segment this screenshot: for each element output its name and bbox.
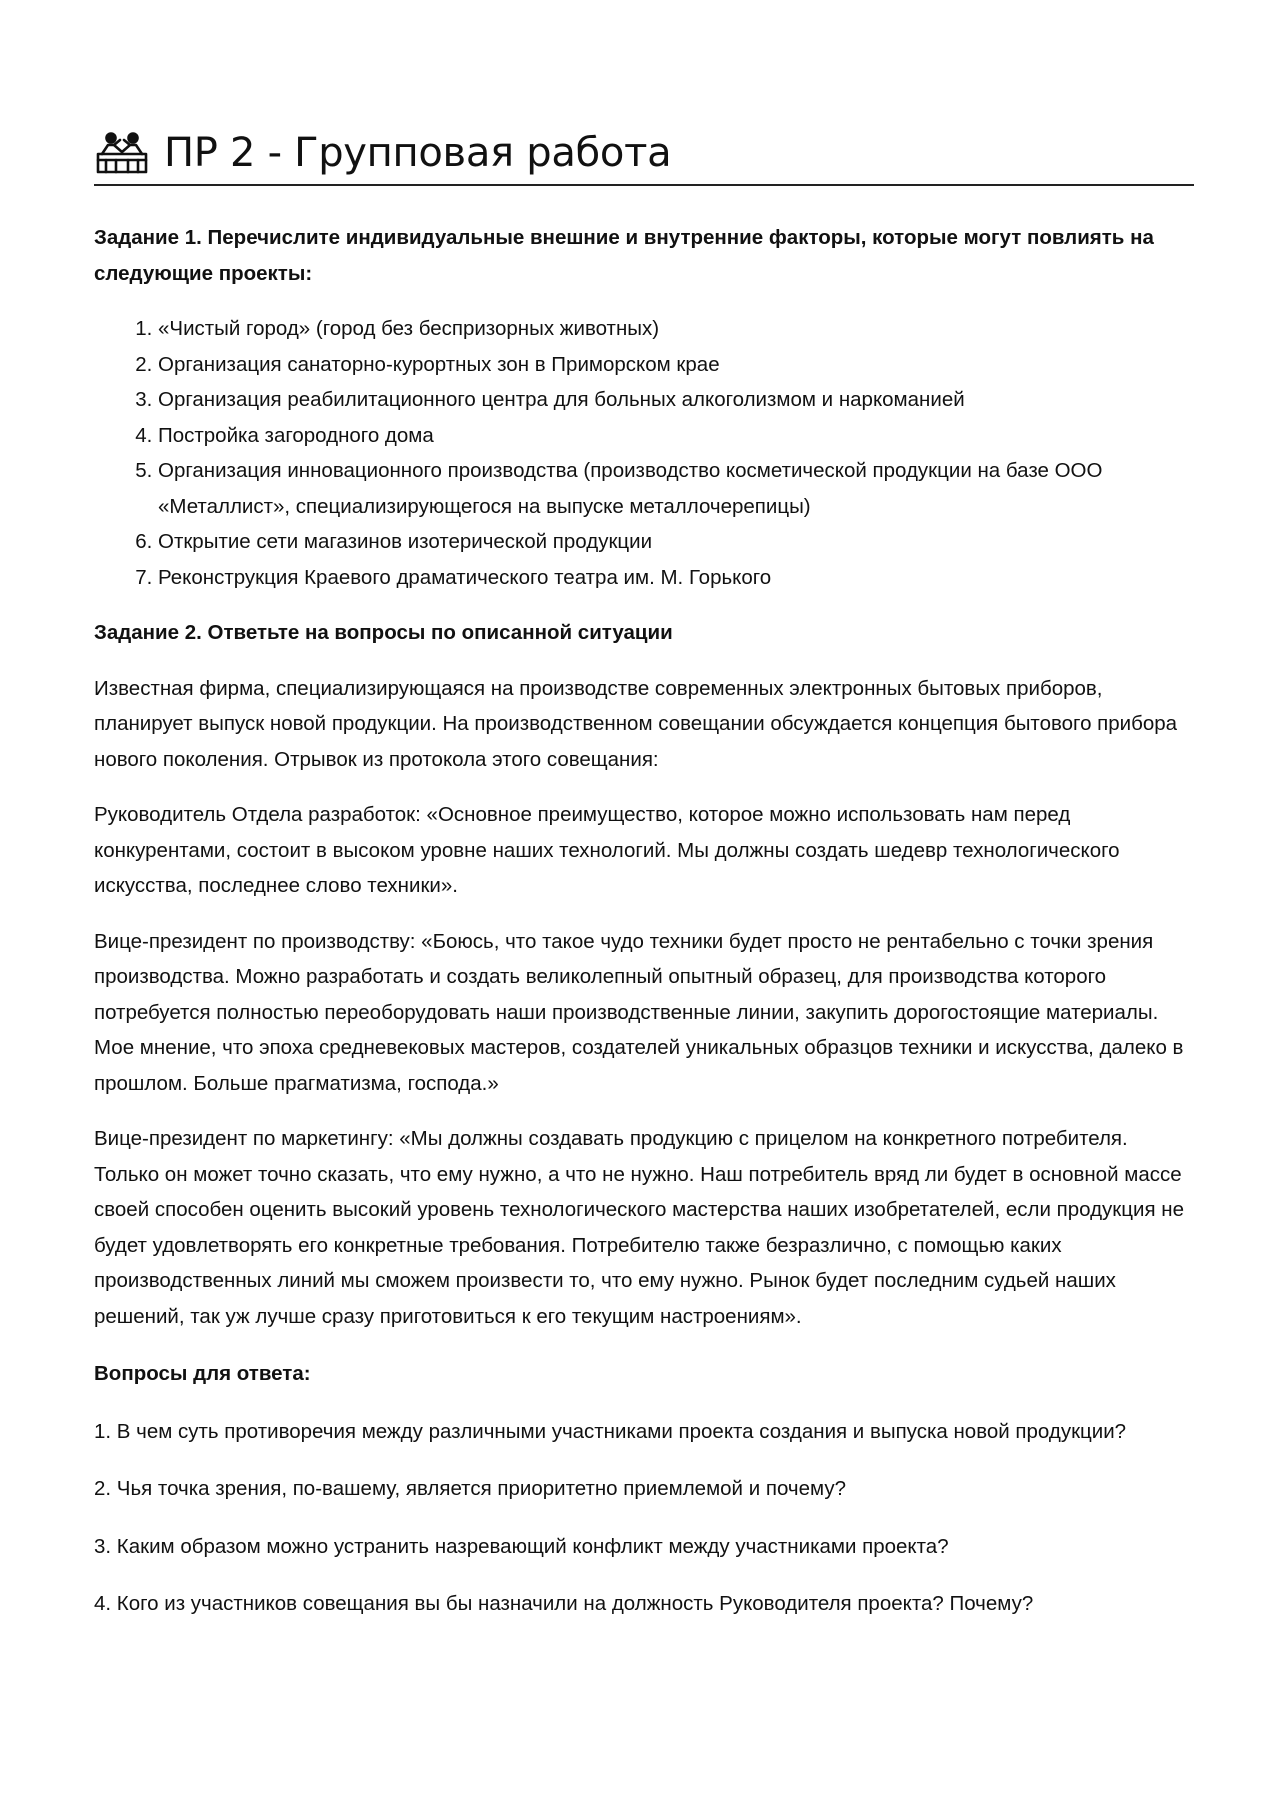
page-title: ПР 2 - Групповая работа [164,130,672,176]
question-item: 4. Кого из участников совещания вы бы назначили на должность Руководителя проекта? Почему? [94,1592,1034,1615]
questions-heading: Вопросы для ответа: [94,1362,311,1385]
teamwork-icon [94,130,150,176]
projects-list [94,311,1194,595]
list-item: 1. «Чистый город» (город без беспризорных животных) [158,311,1194,347]
list-item: 6. Открытие сети магазинов изотерической продукции [158,524,1194,560]
title-row [94,126,1194,186]
situation-paragraph: Известная фирма, специализирующаяся на производстве современных электронных бытовых приборов, планирует выпуск новой продукции. На производственном совещании обсуждается концепция бытового прибора нового поколения. Отрывок из протокола этого совещания: [94,676,1178,771]
list-item: 2. Организация санаторно-курортных зон в Приморском крае [158,347,1194,383]
document-body [94,220,1194,1622]
list-item: 7. Реконструкция Краевого драматического театра им. М. Горького [158,560,1194,596]
task2-heading: Задание 2. Ответьте на вопросы по описанной ситуации [94,621,673,644]
list-item: 4. Постройка загородного дома [158,418,1194,454]
document-page [94,126,1194,1622]
list-item: 3. Организация реабилитационного центра для больных алкоголизмом и наркоманией [158,382,1194,418]
task1-heading: Задание 1. Перечислите индивидуальные внешние и внутренние факторы, которые могут повлиять на следующие проекты: [94,226,1154,285]
question-item: 1. В чем суть противоречия между различными участниками проекта создания и выпуска новой продукции? [94,1419,1127,1443]
question-item: 3. Каким образом можно устранить назревающий конфликт между участниками проекта? [94,1534,949,1558]
list-item: 5. Организация инновационного производства (производство косметической продукции на базе ООО «Металлист», специализирующегося на выпуске металлочерепицы) [158,453,1194,524]
marketing-vp-quote: Вице-президент по маркетингу: «Мы должны создавать продукцию с прицелом на конкретного потребителя. Только он может точно сказать, что ему нужно, а что не нужно. Наш потребитель вряд ли будет в основной массе своей способен оценить высокий уровень технологического мастерства наших изобретателей, если продукция не будет удовлетворять его конкретные требования. Потребителю также безразлично, с помощью каких производственных линий мы сможем произвести то, что ему нужно. Рынок будет последним судьей наших решений, так уж лучше сразу приготовиться к его текущим настроениям». [94,1127,1184,1328]
question-item: 2. Чья точка зрения, по-вашему, является приоритетно приемлемой и почему? [94,1477,846,1500]
production-vp-quote: Вице-президент по производству: «Боюсь, что такое чудо техники будет просто не рентабельно с точки зрения производства. Можно разработать и создать великолепный опытный образец, для производства которого потребуется полностью переоборудовать наши производственные линии, закупить дорогостоящие материалы. Мое мнение, что эпоха средневековых мастеров, создателей уникальных образцов техники и искусства, далеко в прошлом. Больше прагматизма, господа.» [94,929,1184,1095]
rd-head-quote: Руководитель Отдела разработок: «Основное преимущество, которое можно использовать нам перед конкурентами, состоит в высоком уровне наших технологий. Мы должны создать шедевр технологического искусства, последнее слово техники». [94,803,1120,897]
